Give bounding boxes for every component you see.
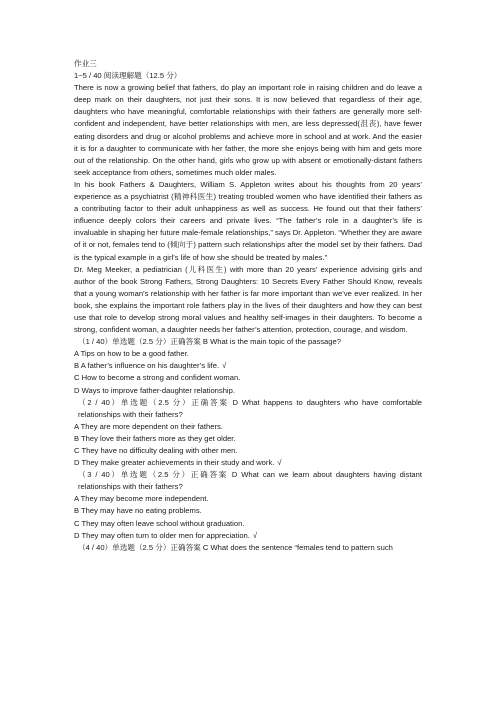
question-1-option-d: D Ways to improve father-daughter relationship.: [74, 385, 235, 395]
question-1-option-b: B A father’s influence on his daughter’s life. √: [74, 361, 227, 371]
section-subtitle: 1~5 / 40 阅读理解题（12.5 分）: [74, 71, 182, 81]
passage-paragraph-1: There is now a growing belief that fathers, do play an important role in raising children and do leave a deep mark on their daughters, not just their sons. It is now believed that regardless of their age, daughters who have meaningful, comfortable relationships with their fathers are generally more self-confident and independent, have better relationships with men, are less depressed(沮丧), have fewer eating disorders and drug or alcohol problems and achieve more in school and at work. And the easier it is for a daughter to communicate with her father, the more she enjoys being with him and gets more out of the relationship. On the other hand, girls who grow up with absent or emotionally-distant fathers seek acceptance from others, sometimes much older males.: [74, 83, 422, 177]
question-2-head: （2 / 40）单选题（2.5 分）正确答案 D What happens to daughters who have comfortable relationships with their fathers?: [78, 397, 422, 419]
question-4-head: （4 / 40）单选题（2.5 分）正确答案 C What does the sentence “females tend to pattern such: [78, 542, 393, 552]
question-3-option-d: D They may often turn to older men for appreciation. √: [74, 530, 258, 540]
question-2-option-c: C They have no difficulty dealing with other men.: [74, 446, 238, 455]
document-title: 作业三: [74, 59, 97, 68]
question-3-option-a: A They may become more independent.: [74, 494, 209, 504]
question-1-head: （1 / 40）单选题（2.5 分）正确答案 B What is the main topic of the passage?: [78, 337, 341, 347]
passage-paragraph-2: In his book Fathers & Daughters, William S. Appleton writes about his thoughts from 20 years’ experience as a psychiatrist (精神科医生) treating troubled women who have identified their fathers as a contributing factor to their adult unhappiness as well as success. He found out that their fathers’ influence deeply colors their careers and private lives. “The father’s role in a daughter’s life is invaluable in shaping her future male-female relationships,” says Dr. Appleton. “Whether they are aware of it or not, females tend to (倾向于) pattern such relationships after the model set by their fathers. Dad is the typical example in a girl’s life of how she should be treated by males.”: [74, 179, 422, 262]
question-3: [74, 469, 422, 542]
check-mark-icon: √: [222, 361, 227, 371]
question-1-option-c: C How to become a strong and confident woman.: [74, 373, 241, 383]
question-1-option-a: A Tips on how to be a good father.: [74, 349, 189, 359]
passage-paragraph-3: Dr. Meg Meeker, a pediatrician (儿科医生) with more than 20 years’ experience advising girls and author of the book Strong Fathers, Strong Daughters: 10 Secrets Every Father Should Know, reveals that a young woman’s relationship with her father is far more important than we’ve ever realized. In her book, she explains the important role fathers play in the lives of their daughters and how they can best use that role to develop strong moral values and healthy self-images in their daughters. To become a strong, confident woman, a daughter needs her father’s attention, protection, courage, and wisdom.: [74, 264, 422, 335]
question-2-option-a: A They are more dependent on their fathers.: [74, 421, 223, 431]
question-3-option-b: B They may have no eating problems.: [74, 506, 202, 516]
question-3-head: （3 / 40）单选题（2.5 分）正确答案 D What can we learn about daughters having distant relationships with their fathers?: [78, 470, 422, 492]
question-2-option-b: B They love their fathers more as they get older.: [74, 433, 236, 443]
question-1: [74, 336, 422, 396]
check-mark-icon: √: [277, 458, 282, 468]
question-3-option-c: C They may often leave school without graduation.: [74, 518, 245, 528]
question-2: [74, 397, 422, 470]
check-mark-icon: √: [252, 530, 258, 540]
question-4: [74, 542, 422, 554]
question-2-option-d: D They make greater achievements in their study and work. √: [74, 458, 282, 468]
